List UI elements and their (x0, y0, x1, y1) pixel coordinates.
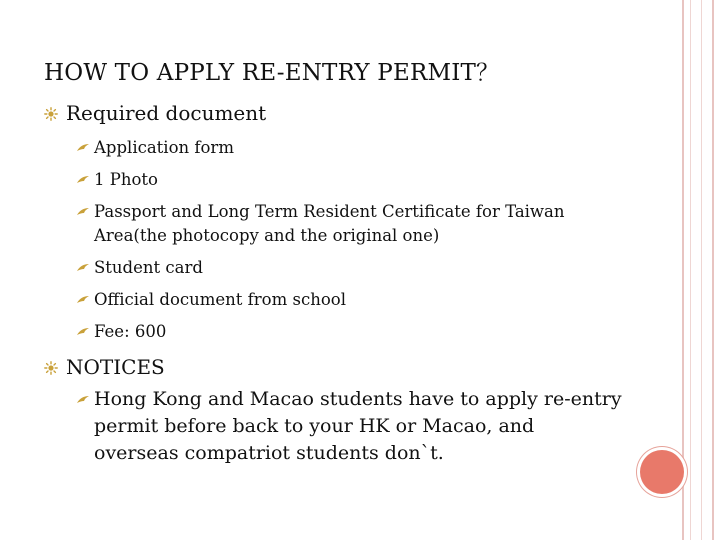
list-item-text: Fee: 600 (94, 322, 167, 341)
list-item-text: Hong Kong and Macao students have to apply re-entry permit before back to your HK or Macao, and overseas compatriot students don`t. (94, 388, 622, 464)
list-item-text: Application form (94, 138, 234, 157)
list-item (44, 136, 654, 160)
list-item (44, 256, 654, 280)
sun-bullet-icon (44, 107, 58, 121)
list-item (44, 288, 654, 312)
section-required-document (44, 98, 654, 128)
wing-bullet-icon (76, 143, 90, 153)
slide-content (44, 98, 654, 475)
section-notices (44, 352, 654, 382)
list-item (44, 168, 654, 192)
wing-bullet-icon (76, 207, 90, 217)
slide-title: HOW TO APPLY RE-ENTRY PERMIT？ (44, 60, 500, 86)
wing-bullet-icon (76, 395, 90, 405)
wing-bullet-icon (76, 175, 90, 185)
list-item (44, 200, 594, 248)
section-heading: Required document (66, 101, 267, 125)
right-border-inner-decoration (690, 0, 702, 540)
wing-bullet-icon (76, 327, 90, 337)
wing-bullet-icon (76, 263, 90, 273)
notices-list (44, 386, 654, 467)
list-item (44, 386, 624, 467)
sun-bullet-icon (44, 361, 58, 375)
list-item-text: 1 Photo (94, 170, 158, 189)
required-document-list (44, 136, 654, 344)
list-item (44, 320, 654, 344)
list-item-text: Student card (94, 258, 203, 277)
wing-bullet-icon (76, 295, 90, 305)
list-item-text: Official document from school (94, 290, 346, 309)
list-item-text: Passport and Long Term Resident Certificate for Taiwan Area(the photocopy and the original one) (94, 202, 565, 245)
section-heading: NOTICES (66, 355, 165, 379)
